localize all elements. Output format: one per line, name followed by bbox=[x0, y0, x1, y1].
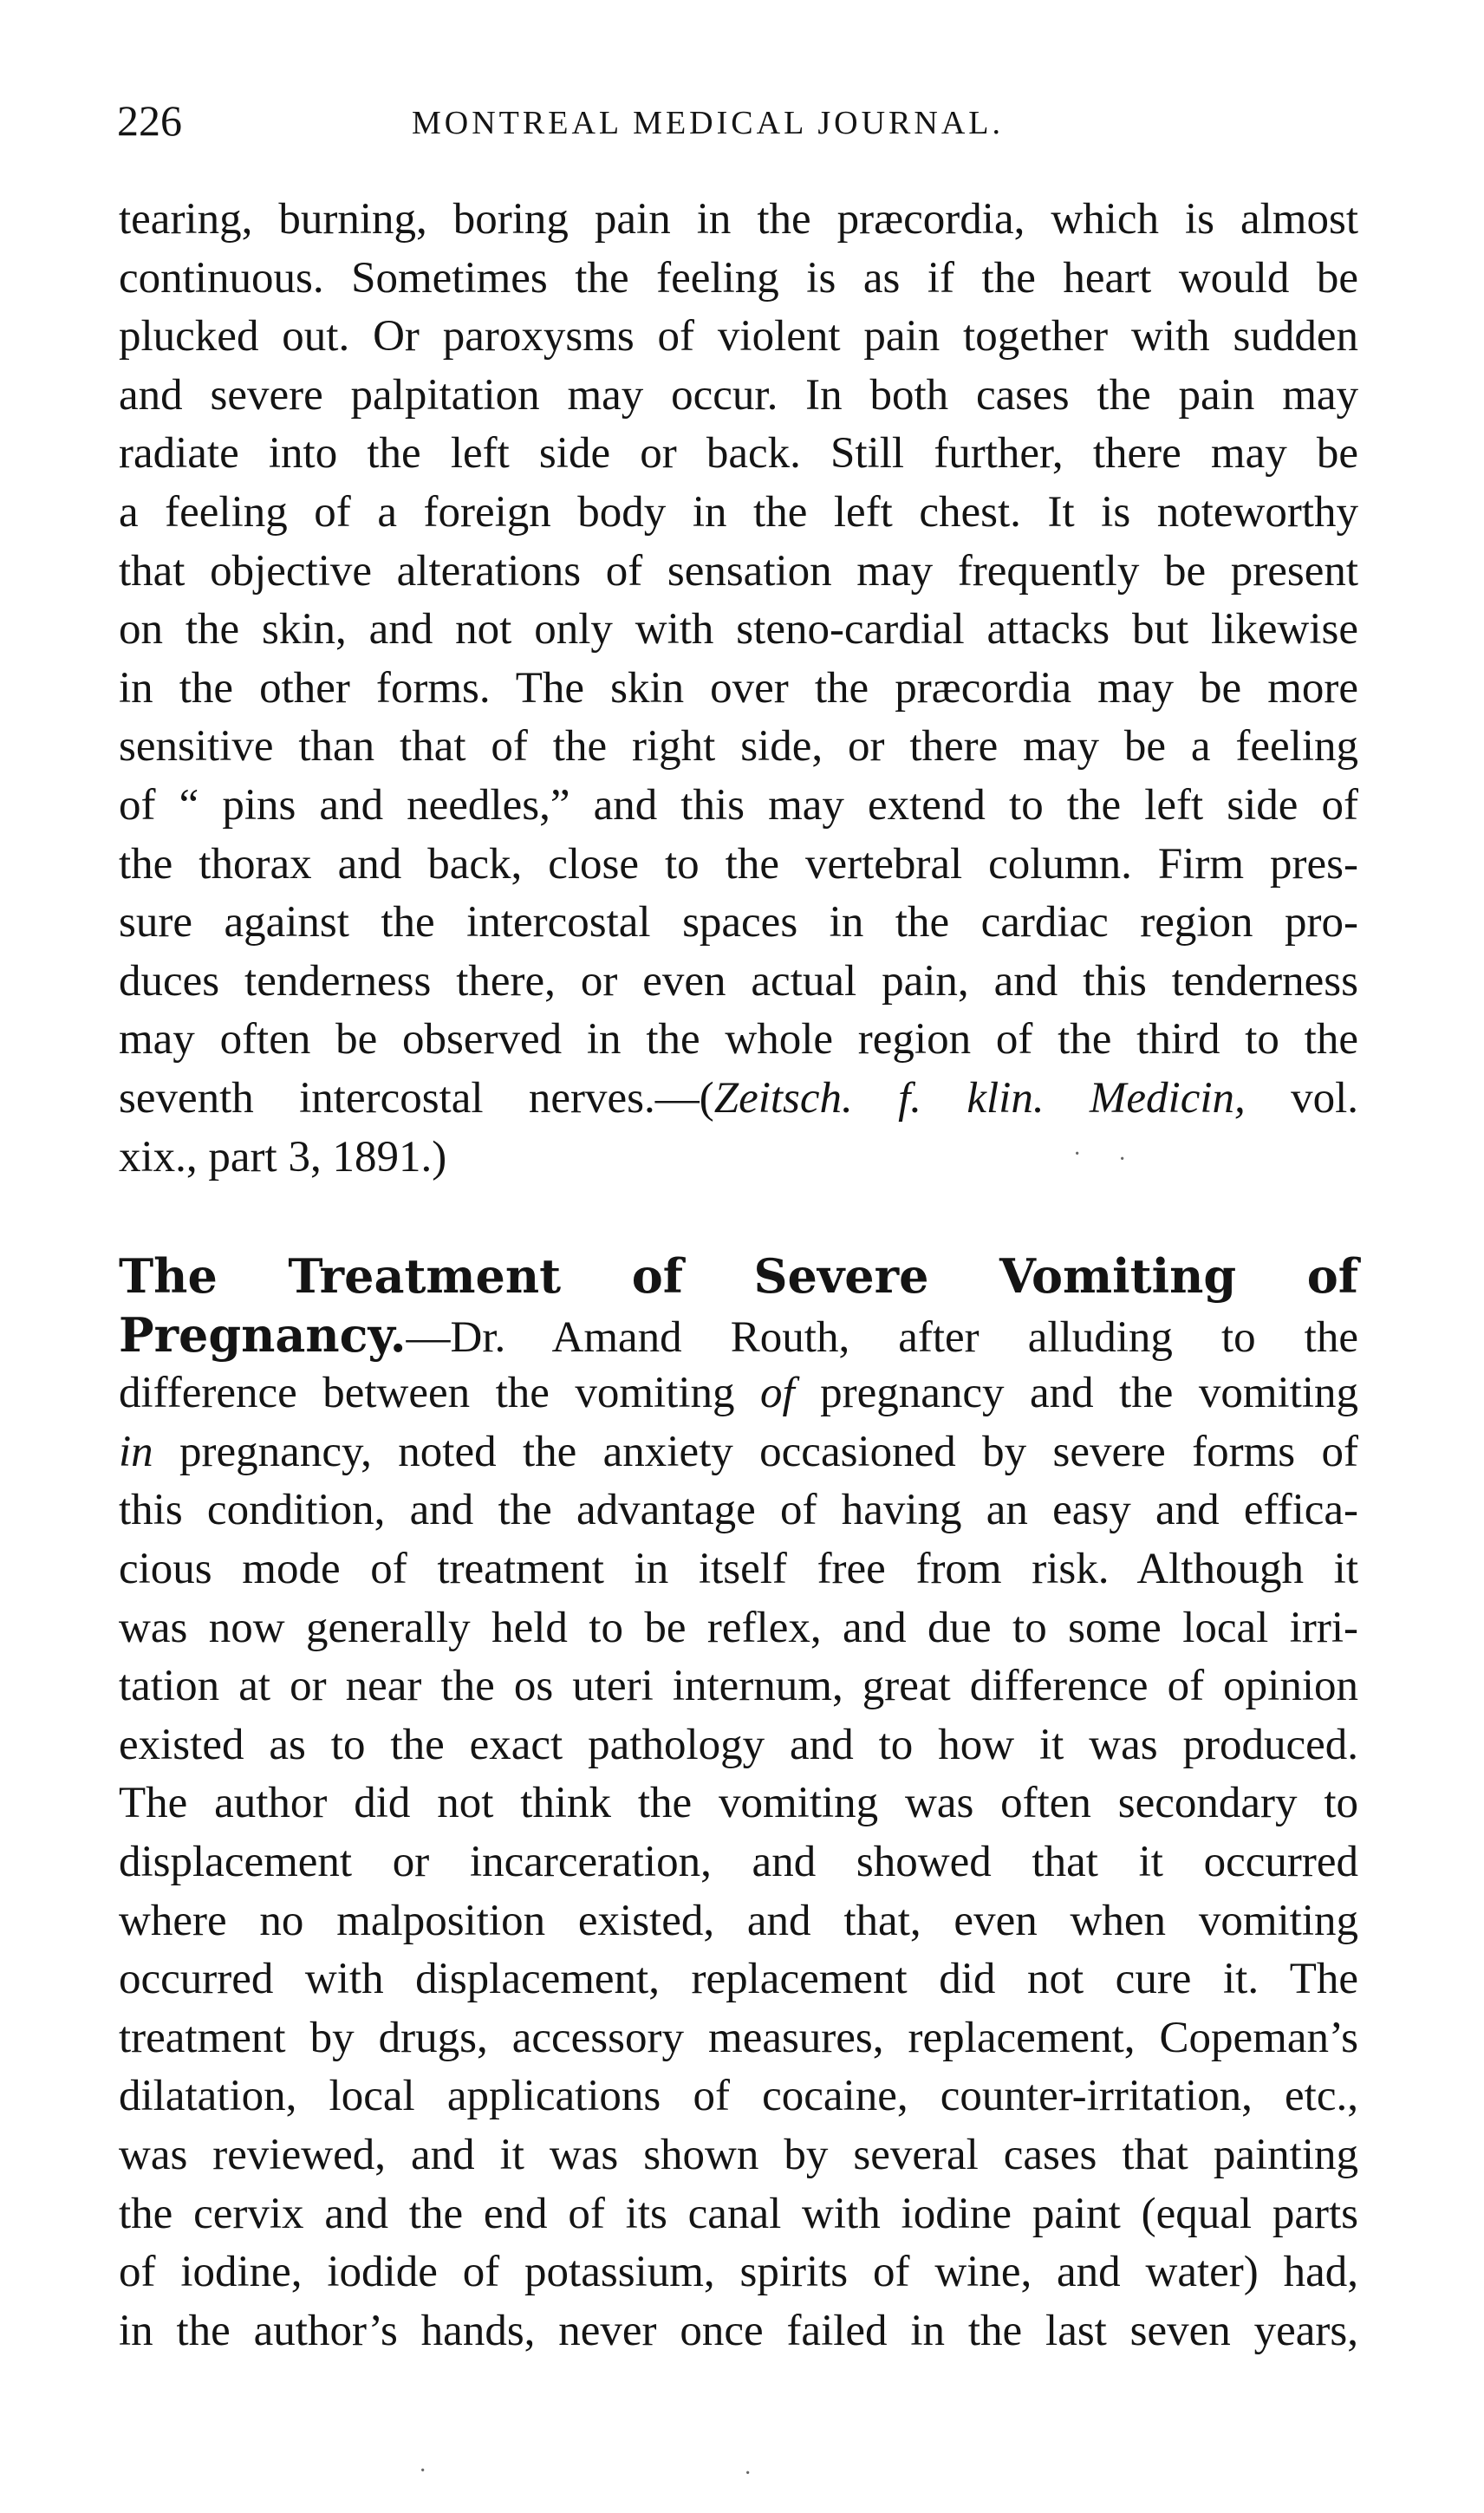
text-line: may often be observed in the whole region of the third to the bbox=[119, 1015, 1358, 1064]
citation-prefix: seventh intercostal nerves.—( bbox=[119, 1073, 714, 1123]
print-speck: · bbox=[419, 2458, 427, 2484]
text-line: cious mode of treatment in itself free from risk. Although it bbox=[119, 1545, 1358, 1594]
text-line: in the author’s hands, never once failed in the last seven years, bbox=[119, 2306, 1358, 2355]
journal-title: MONTREAL MEDICAL JOURNAL. bbox=[412, 105, 1004, 141]
text-line: tation at or near the os uteri internum, great difference of opinion bbox=[119, 1662, 1358, 1711]
text-line: that objective alterations of sensation may frequently be present bbox=[119, 546, 1358, 596]
text-line: tearing, burning, boring pain in the præcordia, which is almost bbox=[119, 195, 1358, 244]
text-line: The author did not think the vomiting was often secondary to bbox=[119, 1779, 1358, 1828]
text-line: was now generally held to be reflex, and due to some local irri- bbox=[119, 1603, 1358, 1652]
section-gap bbox=[119, 1187, 1358, 1247]
text-line: duces tenderness there, or even actual pain, and this tenderness bbox=[119, 956, 1358, 1006]
article-heading: The Treatment of Severe Vomiting of bbox=[119, 1248, 1358, 1305]
text-line: plucked out. Or paroxysms of violent pain together with sudden bbox=[119, 312, 1358, 361]
text-run: pregnancy, noted the anxiety occasioned by severe forms of bbox=[153, 1427, 1358, 1476]
text-line: the cervix and the end of its canal with iodine paint (equal parts bbox=[119, 2189, 1358, 2238]
text-line: on the skin, and not only with steno-cardial attacks but likewise bbox=[119, 605, 1358, 654]
text-line: a feeling of a foreign body in the left chest. It is noteworthy bbox=[119, 487, 1358, 537]
text-line: xix., part 3, 1891.) bbox=[119, 1132, 447, 1182]
text-line: treatment by drugs, accessory measures, replacement, Copeman’s bbox=[119, 2013, 1358, 2062]
text-line: and severe palpitation may occur. In both cases the pain may bbox=[119, 370, 1358, 420]
text-line: existed as to the exact pathology and to how it was produced. bbox=[119, 1720, 1358, 1769]
italic-word: in bbox=[119, 1427, 153, 1476]
text-line: was reviewed, and it was shown by several cases that painting bbox=[119, 2131, 1358, 2179]
text-line: displacement or incarceration, and showed that it occurred bbox=[119, 1838, 1358, 1887]
body-text bbox=[119, 191, 1358, 2360]
text-line: this condition, and the advantage of having an easy and effica- bbox=[119, 1486, 1358, 1535]
text-line: continuous. Sometimes the feeling is as if the heart would be bbox=[119, 253, 1358, 303]
text-line bbox=[119, 1423, 1358, 1482]
italic-word: of bbox=[759, 1369, 795, 1418]
text-run: difference between the vomiting bbox=[119, 1369, 760, 1418]
text-run: pregnancy and the vomiting bbox=[794, 1369, 1359, 1418]
text-line bbox=[119, 1364, 1358, 1423]
text-line: where no malposition existed, and that, even when vomiting bbox=[119, 1896, 1358, 1945]
text-line: dilatation, local applications of cocaine, counter-irritation, etc., bbox=[119, 2072, 1358, 2121]
text-line: of iodine, iodide of potassium, spirits of wine, and water) had, bbox=[119, 2248, 1358, 2297]
text-line: sensitive than that of the right side, or there may be a feeling bbox=[119, 722, 1358, 771]
print-speck: · bbox=[744, 2460, 752, 2487]
citation-line bbox=[119, 1070, 1358, 1129]
citation-journal: Zeitsch. f. klin. Medicin, bbox=[713, 1073, 1246, 1123]
print-speck: · bbox=[1118, 1146, 1127, 1173]
text-line: the thorax and back, close to the vertebral column. Firm pres- bbox=[119, 839, 1358, 889]
article-heading-continued bbox=[119, 1306, 1358, 1365]
text-line: in the other forms. The skin over the præcordia may be more bbox=[119, 663, 1358, 713]
text-run: —Dr. Amand Routh, after alluding to the bbox=[406, 1312, 1358, 1362]
print-speck: · bbox=[1073, 1141, 1082, 1168]
text-line: of “ pins and needles,” and this may extend to the left side of bbox=[119, 780, 1358, 830]
citation-suffix: vol. bbox=[1245, 1073, 1358, 1123]
text-line: radiate into the left side or back. Still further, there may be bbox=[119, 429, 1358, 479]
page-number: 226 bbox=[117, 96, 182, 145]
article-heading-word: Pregnancy. bbox=[119, 1306, 407, 1363]
text-line: sure against the intercostal spaces in the cardiac region pro- bbox=[119, 898, 1358, 947]
running-head bbox=[117, 90, 1365, 151]
text-line: occurred with displacement, replacement did not cure it. The bbox=[119, 1955, 1358, 2004]
